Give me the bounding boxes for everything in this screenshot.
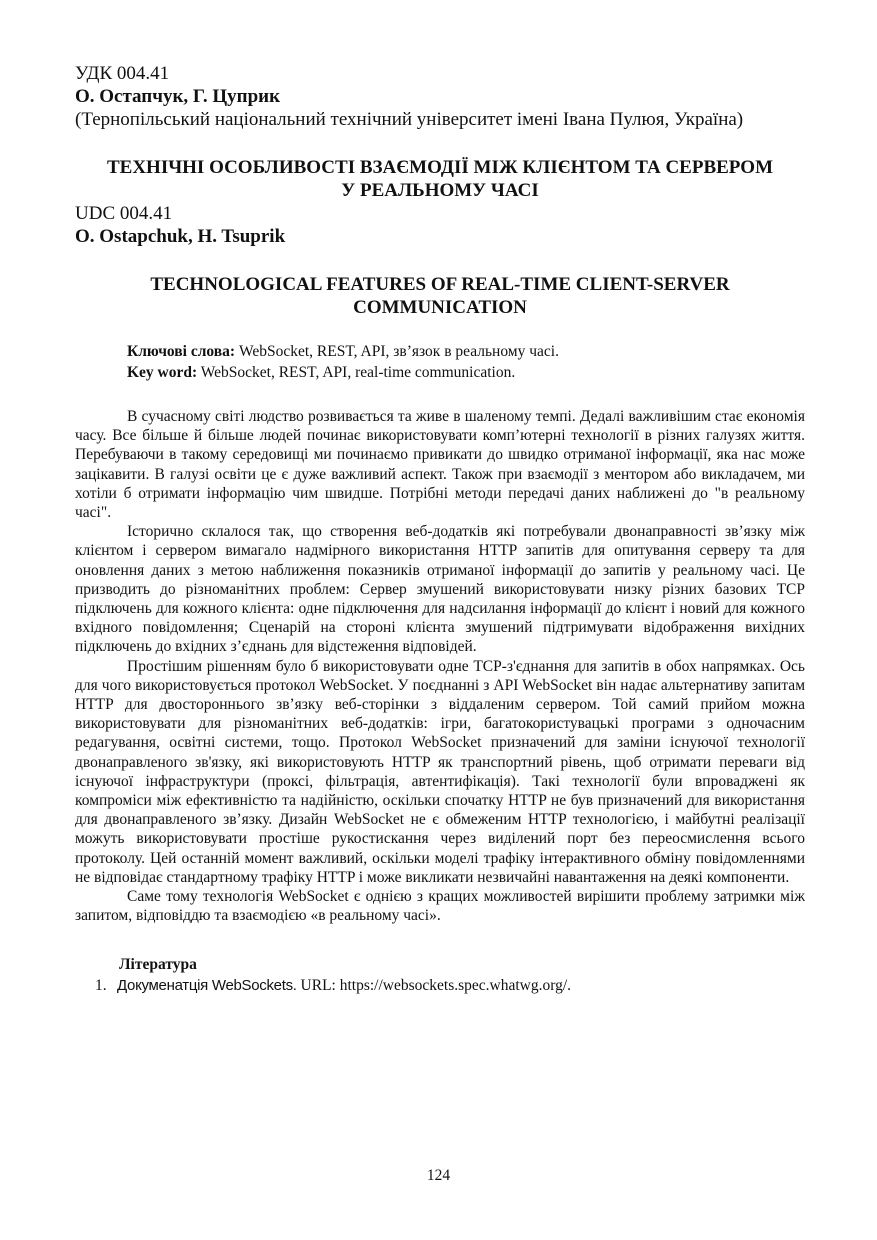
keywords-en-label: Key word: [127,364,198,381]
page-content [75,62,805,996]
authors-en: O. Ostapchuk, H. Tsuprik [75,226,286,247]
title-en-line2: COMMUNICATION [353,297,527,318]
reference-url: URL: https://websockets.spec.whatwg.org/. [296,977,572,995]
udc-en: UDC 004.41 [75,203,173,224]
body-text [75,407,805,925]
keywords-en [127,362,805,383]
references-title: Література [119,956,197,974]
title-ua-line2: У РЕАЛЬНОМУ ЧАСІ [341,180,539,201]
reference-number: 1. [95,977,107,995]
keywords-ua-label: Ключові слова: [127,343,236,360]
paragraph-3: Простішим рішенням було б використовувати одне TCP-з'єднання для запитів в обох напрямках. Ось для чого використовується протокол WebSocket. У поєднанні з API WebSocket він надає альтернативу запитам HTTP для двостороннього зв’язку веб-сторінки з віддаленим сервером. Той самий прийом можна використовувати для різноманітних веб-додатків: ігри, багатокористувацькі програми з одночасним редагування, освітні системи, тощо. Протокол WebSocket призначений для заміни існуючої технології двонаправленого зв'язку, які використовують HTTP як транспортний рівень, щоб отримати переваги від існуючої інфраструктури (проксі, фільтрація, автентифікація). Такі технології були впроваджені як компроміси між ефективністю та надійністю, оскільки спочатку HTTP не був призначений для використання для двонаправленого зв’язку. Дизайн WebSocket не є обмеженим HTTP технологією, і майбутні реалізації можуть використовувати простіше рукостискання через виділений порт без переосмислення всього протоколу. Цей останній момент важливий, оскільки моделі трафіку інтерактивного обміну повідомленнями не відповідає стандартному трафіку HTTP і може викликати незвичайні навантаження на деякі компоненти. [75,657,805,886]
title-ua-line1: ТЕХНІЧНІ ОСОБЛИВОСТІ ВЗАЄМОДІЇ МІЖ КЛІЄНТОМ ТА СЕРВЕРОМ [106,157,774,178]
title-en-line1: TECHNOLOGICAL FEATURES OF REAL-TIME CLIENT-SERVER [150,274,730,295]
paragraph-4: Саме тому технологія WebSocket є однією з кращих можливостей вирішити проблему затримки між запитом, відповіддю та взаємодією «в реальному часі». [75,888,805,925]
paragraph-2: Історично склалося так, що створення веб-додатків які потребували двонаправності зв’язку між клієнтом і сервером вимагало надмірного використання HTTP запитів для опитування серверу та для оновлення даних з метою наближення показників отриманої інформації до запитів у реальному часі. Це призводить до різноманітних проблем: Сервер змушений використовувати низку різних базових TCP підключень для кожного клієнта: одне підключення для надсилання інформації до клієнт і новий для кожного вхідного повідомлення; Сценарій на стороні клієнта змушений підтримувати відображення вихідних підключень до вхідних з’єднань для відстеження відповідей. [75,523,805,656]
keywords-en-value: WebSocket, REST, API, real-time communication. [197,364,516,381]
authors-ua: О. Остапчук, Г. Цуприк [75,86,281,107]
reference-item [95,976,805,996]
keywords-ua [127,341,805,362]
affiliation-ua: (Тернопільський національний технічний університет імені Івана Пулюя, Україна) [75,109,744,130]
paragraph-1: В сучасному світі людство розвивається та живе в шаленому темпі. Дедалі важливішим стає економія часу. Все більше й більше людей починає використовувати комп’ютерні технології в різних галузях життя. Перебуваючи в такому середовищі ми починаємо привикати до швидко отриманої інформації, яка нас може зацікавити. В галузі освіти це є дуже важливий аспект. Також при взаємодії з ментором або викладачем, ми хотіли б отримати інформацію чим швидше. Потрібні методи передачі даних наближені до "в реальному часі". [75,408,805,522]
page-number: 124 [426,1167,451,1184]
keywords-ua-value: WebSocket, REST, API, зв’язок в реальному часі. [235,343,559,360]
reference-name: Докуменатція WebSockets. [117,977,297,995]
udc-ua: УДК 004.41 [75,63,170,84]
